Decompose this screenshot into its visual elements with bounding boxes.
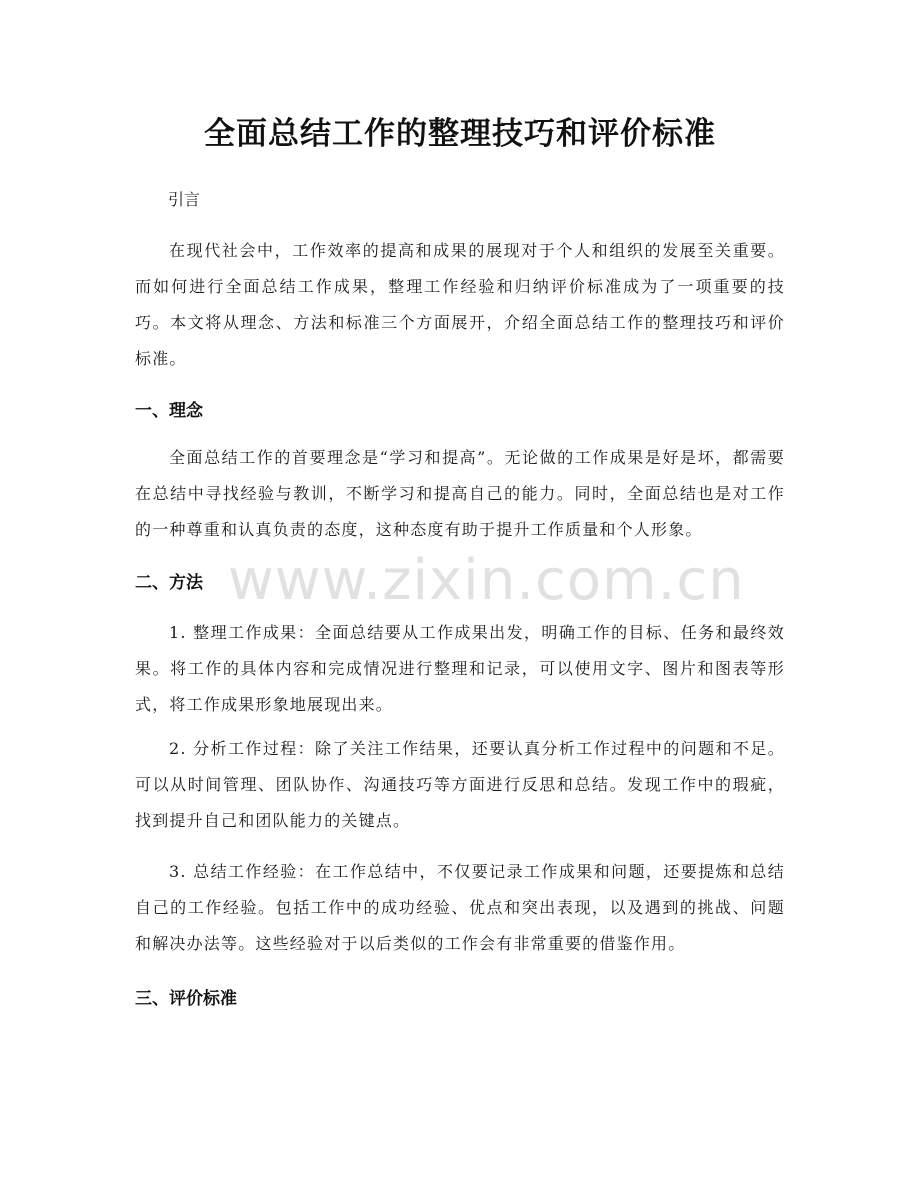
method-paragraph-1: 1. 整理工作成果：全面总结要从工作成果出发，明确工作的目标、任务和最终效果。将工作的具体内容和完成情况进行整理和记录，可以使用文字、图片和图表等形式，将工作成果形象地展现出来。 [135,623,785,714]
section-heading-concept: 一、理念 [135,401,203,421]
method-paragraph-2: 2. 分析工作过程：除了关注工作结果，还要认真分析工作过程中的问题和不足。可以从时间管理、团队协作、沟通技巧等方面进行反思和总结。发现工作中的瑕疵，找到提升自己和团队能力的关键点。 [135,739,785,830]
watermark: www.zixin.com.cn [228,548,745,613]
method-paragraph-3: 3. 总结工作经验：在工作总结中，不仅要记录工作成果和问题，还要提炼和总结自己的工作经验。包括工作中的成功经验、优点和突出表现，以及遇到的挑战、问题和解决办法等。这些经验对于以后类似的工作会有非常重要的借鉴作用。 [135,862,785,953]
section-heading-method: 二、方法 [135,573,203,593]
section-heading-evaluation: 三、评价标准 [135,989,237,1009]
intro-label: 引言 [168,190,201,209]
document-title: 全面总结工作的整理技巧和评价标准 [204,116,716,152]
intro-paragraph: 在现代社会中，工作效率的提高和成果的展现对于个人和组织的发展至关重要。而如何进行全面总结工作成果，整理工作经验和归纳评价标准成为了一项重要的技巧。本文将从理念、方法和标准三个方面展开，介绍全面总结工作的整理技巧和评价标准。 [135,241,785,368]
concept-paragraph: 全面总结工作的首要理念是“学习和提高”。无论做的工作成果是好是坏，都需要在总结中寻找经验与教训，不断学习和提高自己的能力。同时，全面总结也是对工作的一种尊重和认真负责的态度，这种态度有助于提升工作质量和个人形象。 [135,448,785,539]
